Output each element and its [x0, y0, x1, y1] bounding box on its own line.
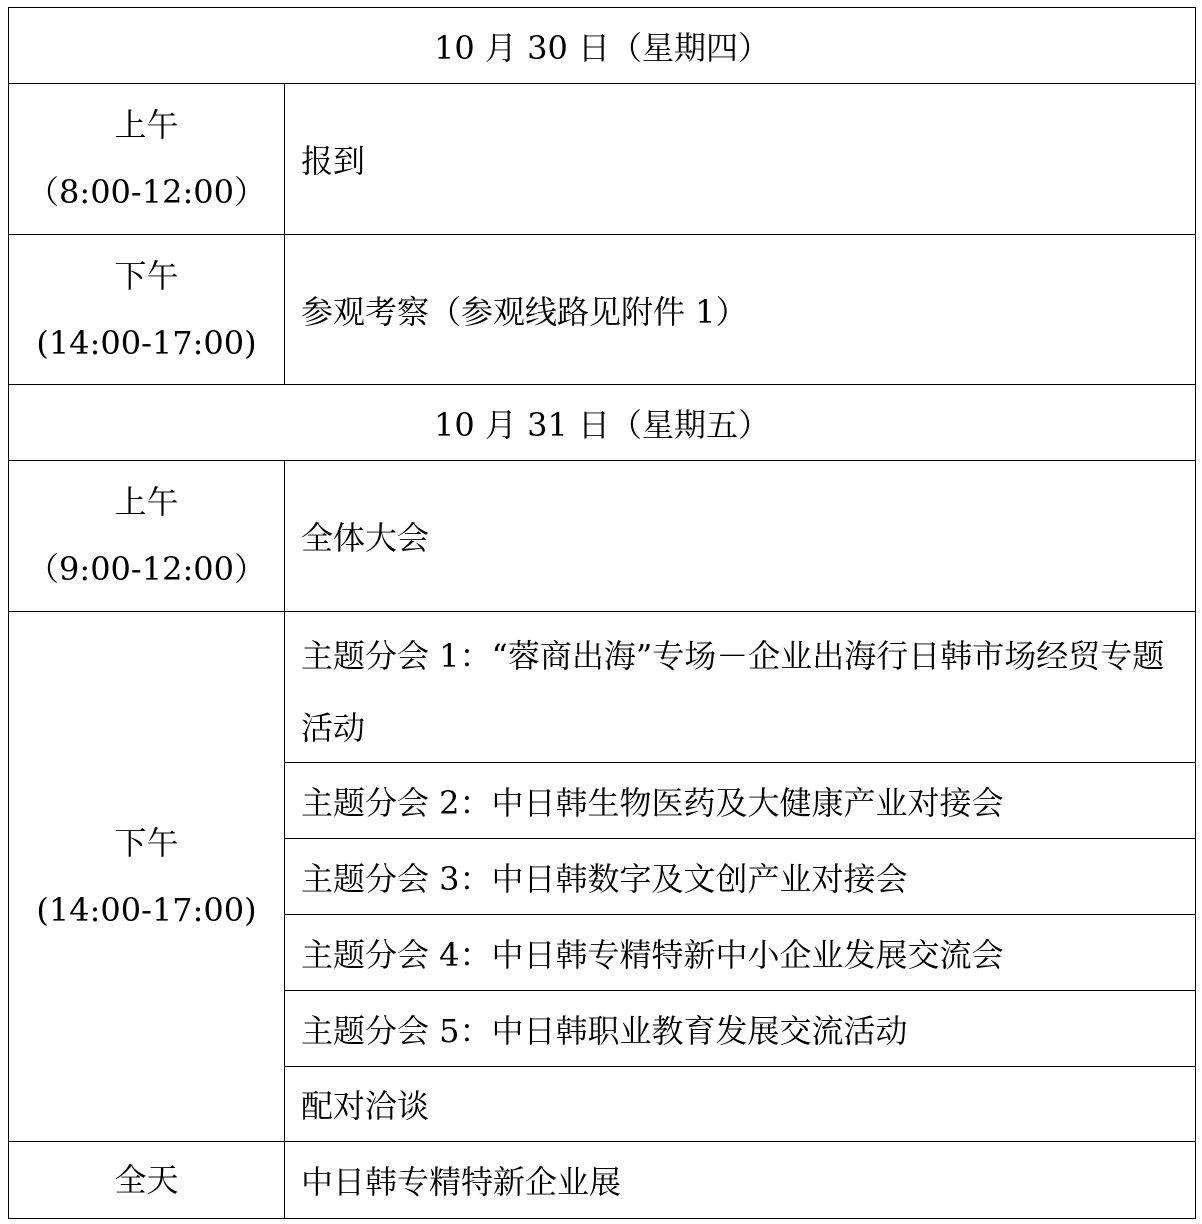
- agenda-item: 主题分会 4：中日韩专精特新中小企业发展交流会: [285, 915, 1195, 991]
- agenda-item: 主题分会 1：“蓉商出海”专场－企业出海行日韩市场经贸专题活动: [285, 612, 1195, 763]
- time-cell: [9, 612, 285, 1141]
- agenda-item: 中日韩专精特新企业展: [301, 1163, 622, 1201]
- time-cell: [9, 1142, 285, 1218]
- period-label: 下午: [114, 256, 179, 295]
- session-row: [9, 461, 1195, 612]
- schedule-table: [8, 7, 1196, 1219]
- period-label: 上午: [114, 106, 179, 145]
- time-range: （8:00-12:00）: [27, 173, 266, 211]
- agenda-item: 主题分会 2：中日韩生物医药及大健康产业对接会: [285, 763, 1195, 839]
- content-cell: [285, 84, 1195, 234]
- content-cell: [285, 235, 1195, 384]
- session-row: [9, 235, 1195, 385]
- period-label: 全天: [114, 1160, 179, 1199]
- agenda-item: 主题分会 3：中日韩数字及文创产业对接会: [285, 839, 1195, 915]
- session-row: [9, 84, 1195, 235]
- content-cell: [285, 612, 1195, 1141]
- agenda-item: 主题分会 5：中日韩职业教育发展交流活动: [285, 991, 1195, 1067]
- agenda-item: 配对洽谈: [301, 1087, 430, 1125]
- time-cell: [9, 84, 285, 234]
- agenda-item: 报到: [301, 142, 366, 180]
- agenda-item: 参观考察（参观线路见附件 1）: [301, 292, 748, 331]
- time-cell: [9, 461, 285, 611]
- time-range: (14:00-17:00): [36, 890, 257, 929]
- session-row: [9, 1142, 1195, 1218]
- session-row: [9, 612, 1195, 1142]
- period-label: 上午: [114, 483, 179, 522]
- day-header-oct-31: 10 月 31 日（星期五）: [9, 385, 1195, 461]
- day-header-oct-30: 10 月 30 日（星期四）: [9, 8, 1195, 84]
- content-cell: [285, 461, 1195, 611]
- period-label: 下午: [114, 823, 179, 862]
- content-cell: [285, 1142, 1195, 1218]
- time-cell: [9, 235, 285, 384]
- time-range: （9:00-12:00）: [27, 550, 266, 588]
- agenda-item: 全体大会: [301, 519, 430, 557]
- time-range: (14:00-17:00): [36, 323, 257, 362]
